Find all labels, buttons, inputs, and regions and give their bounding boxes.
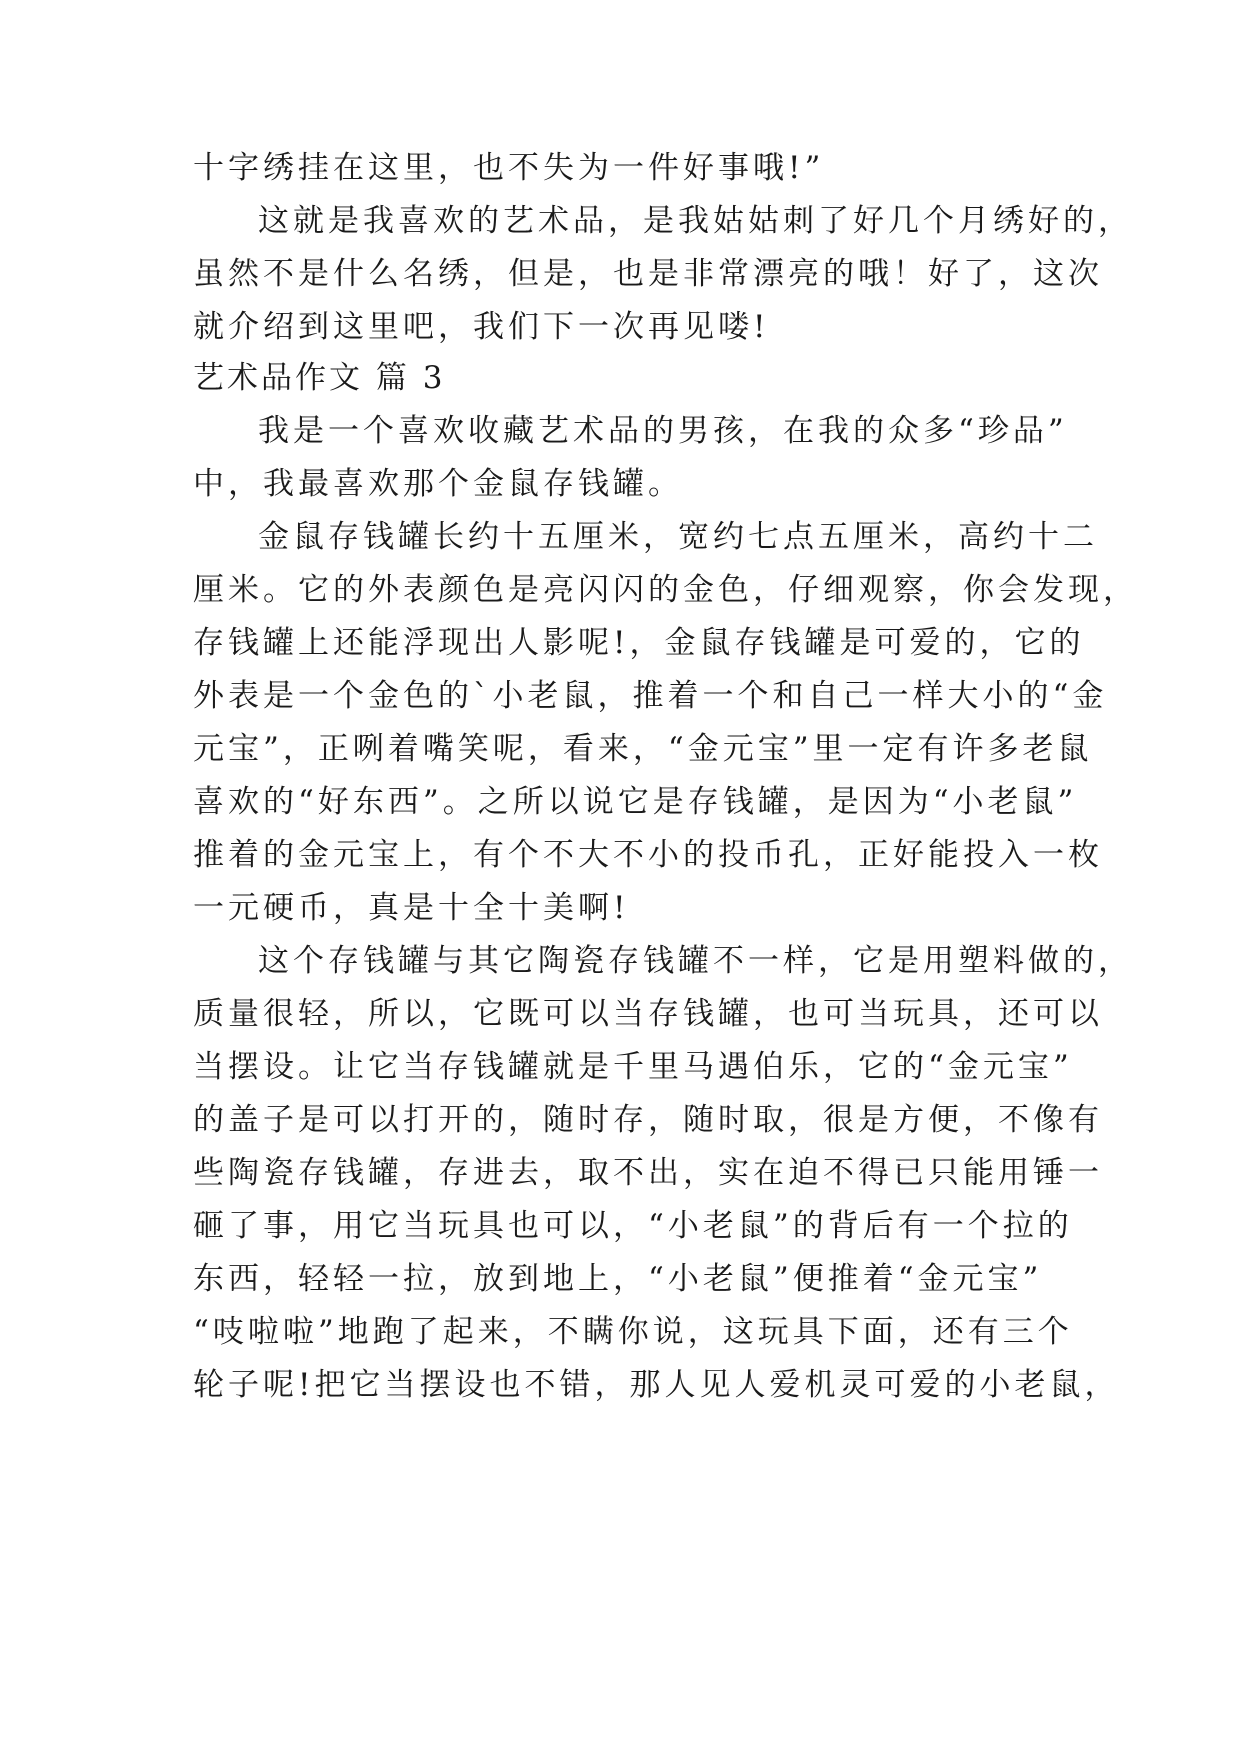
section-heading: 艺术品作文 篇 3 (193, 360, 446, 396)
text-line: 我是一个喜欢收藏艺术品的男孩，在我的众多“珍品” (258, 413, 1068, 449)
text-line: 十字绣挂在这里，也不失为一件好事哦!” (193, 150, 825, 186)
text-line: 一元硬币，真是十全十美啊! (193, 890, 630, 926)
text-line: 虽然不是什么名绣，但是，也是非常漂亮的哦！好了，这次 (193, 256, 1103, 292)
text-line: 推着的金元宝上，有个不大不小的投币孔，正好能投入一枚 (193, 837, 1103, 873)
text-line: 厘米。它的外表颜色是亮闪闪的金色，仔细观察，你会发现， (193, 572, 1138, 608)
text-line: 存钱罐上还能浮现出人影呢!，金鼠存钱罐是可爱的，它的 (193, 625, 1085, 661)
text-line: 砸了事，用它当玩具也可以，“小老鼠”的背后有一个拉的 (193, 1208, 1073, 1244)
text-line: 金鼠存钱罐长约十五厘米，宽约七点五厘米，高约十二 (258, 519, 1098, 555)
text-line: 外表是一个金色的`小老鼠，推着一个和自己一样大小的“金 (193, 678, 1108, 714)
text-line: 这就是我喜欢的艺术品，是我姑姑刺了好几个月绣好的， (258, 203, 1133, 239)
text-line: 些陶瓷存钱罐，存进去，取不出，实在迫不得已只能用锤一 (193, 1155, 1103, 1191)
text-line: 这个存钱罐与其它陶瓷存钱罐不一样，它是用塑料做的， (258, 943, 1133, 979)
text-line: 的盖子是可以打开的，随时存，随时取，很是方便，不像有 (193, 1102, 1103, 1138)
text-line: 轮子呢!把它当摆设也不错，那人见人爱机灵可爱的小老鼠， (193, 1367, 1120, 1403)
text-line: “吱啦啦”地跑了起来，不瞒你说，这玩具下面，还有三个 (193, 1314, 1073, 1350)
text-line: 质量很轻，所以，它既可以当存钱罐，也可当玩具，还可以 (193, 996, 1103, 1032)
text-line: 喜欢的“好东西”。之所以说它是存钱罐，是因为“小老鼠” (193, 784, 1078, 820)
text-line: 东西，轻轻一拉，放到地上，“小老鼠”便推着“金元宝” (193, 1261, 1043, 1297)
text-line: 就介绍到这里吧，我们下一次再见喽! (193, 309, 770, 345)
text-line: 中，我最喜欢那个金鼠存钱罐。 (193, 466, 683, 502)
text-line: 当摆设。让它当存钱罐就是千里马遇伯乐，它的“金元宝” (193, 1049, 1073, 1085)
text-line: 元宝”，正咧着嘴笑呢，看来，“金元宝”里一定有许多老鼠 (193, 731, 1093, 767)
